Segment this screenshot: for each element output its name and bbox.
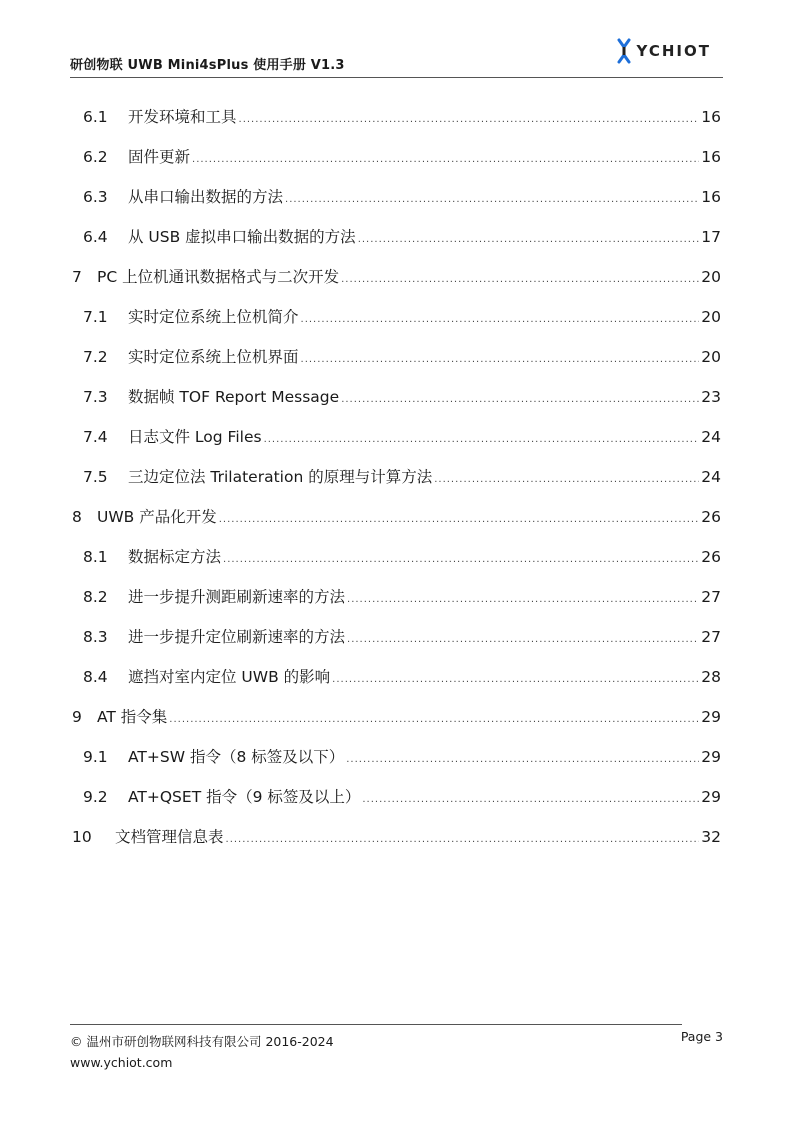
toc-entry-page: 28 [701, 668, 721, 686]
copyright-text: © 温州市研创物联网科技有限公司 2016-2024 [70, 1034, 334, 1049]
toc-entry-title: 实时定位系统上位机界面 [128, 348, 299, 366]
toc-entry-title: 文档管理信息表 [115, 828, 224, 846]
toc-dot-leader [223, 540, 699, 580]
toc-entry-page: 27 [701, 588, 721, 606]
toc-entry-number: 6.2 [83, 148, 108, 166]
toc-entry-title: AT+SW 指令（8 标签及以下） [128, 748, 345, 766]
page-footer [70, 1024, 723, 1084]
toc-entry-title: 固件更新 [128, 148, 191, 166]
toc-entry-number: 7.4 [83, 428, 108, 446]
footer-divider [70, 1024, 682, 1025]
header-divider [70, 77, 723, 78]
toc-entry-number: 9.2 [83, 788, 108, 806]
toc-entry-title: AT+QSET 指令（9 标签及以上） [128, 788, 361, 806]
toc-entry-page: 23 [701, 388, 721, 406]
toc-entry-number: 7.3 [83, 388, 108, 406]
toc-entry-page: 20 [701, 308, 721, 326]
toc-entry-page: 29 [701, 708, 721, 726]
toc-entry-number: 7.5 [83, 468, 108, 486]
toc-entry-number: 6.1 [83, 108, 108, 126]
page-number: Page 3 [680, 1029, 723, 1044]
toc-entry-page: 32 [701, 828, 721, 846]
toc-entry[interactable] [70, 657, 721, 697]
toc-entry[interactable] [70, 777, 721, 817]
toc-entry-number: 9 [72, 708, 82, 726]
toc-entry-page: 27 [701, 628, 721, 646]
toc-dot-leader [341, 260, 699, 300]
toc-entry-title: 实时定位系统上位机简介 [128, 308, 299, 326]
toc-entry-number: 8.4 [83, 668, 108, 686]
logo-text: YCHIOT [636, 42, 711, 60]
toc-entry[interactable] [70, 497, 721, 537]
toc-dot-leader [285, 180, 699, 220]
toc-entry-title: 三边定位法 Trilateration 的原理与计算方法 [128, 468, 433, 486]
toc-dot-leader [169, 700, 699, 740]
toc-entry[interactable] [70, 97, 721, 137]
toc-entry-number: 7.2 [83, 348, 108, 366]
company-logo [617, 38, 711, 64]
toc-entry[interactable] [70, 337, 721, 377]
toc-entry-title: 数据标定方法 [128, 548, 222, 566]
toc-entry-page: 26 [701, 548, 721, 566]
toc-entry-number: 7 [72, 268, 82, 286]
document-title: 研创物联 UWB Mini4sPlus 使用手册 V1.3 [70, 58, 345, 73]
toc-entry-number: 8.2 [83, 588, 108, 606]
toc-entry[interactable] [70, 457, 721, 497]
toc-dot-leader [358, 220, 700, 260]
toc-entry-title: 遮挡对室内定位 UWB 的影响 [128, 668, 331, 686]
toc-dot-leader [226, 820, 700, 860]
page-header [70, 30, 723, 78]
toc-entry-title: 数据帧 TOF Report Message [128, 388, 340, 406]
toc-dot-leader [219, 500, 700, 540]
toc-entry-page: 17 [701, 228, 721, 246]
toc-entry-page: 24 [701, 428, 721, 446]
toc-dot-leader [347, 580, 699, 620]
toc-dot-leader [192, 140, 699, 180]
toc-entry[interactable] [70, 617, 721, 657]
toc-dot-leader [301, 340, 700, 380]
toc-dot-leader [346, 740, 699, 780]
toc-entry-title: 从 USB 虚拟串口输出数据的方法 [128, 228, 356, 246]
toc-entry-page: 29 [701, 788, 721, 806]
toc-entry-number: 8 [72, 508, 82, 526]
toc-dot-leader [332, 660, 699, 700]
toc-dot-leader [341, 380, 699, 420]
toc-entry[interactable] [70, 177, 721, 217]
toc-entry-page: 20 [701, 348, 721, 366]
toc-entry-number: 10 [72, 828, 92, 846]
toc-entry-number: 7.1 [83, 308, 108, 326]
toc-dot-leader [301, 300, 700, 340]
toc-entry-page: 26 [701, 508, 721, 526]
toc-entry[interactable] [70, 217, 721, 257]
toc-entry-title: 开发环境和工具 [128, 108, 237, 126]
table-of-contents [70, 97, 721, 857]
toc-entry[interactable] [70, 737, 721, 777]
toc-entry-page: 16 [701, 108, 721, 126]
toc-entry-title: UWB 产品化开发 [97, 508, 217, 526]
toc-entry-title: 进一步提升定位刷新速率的方法 [128, 628, 346, 646]
toc-entry-page: 20 [701, 268, 721, 286]
ychiot-logo-icon [617, 38, 631, 64]
toc-entry[interactable] [70, 377, 721, 417]
toc-entry-number: 6.4 [83, 228, 108, 246]
toc-entry[interactable] [70, 697, 721, 737]
toc-entry-title: AT 指令集 [97, 708, 168, 726]
toc-entry[interactable] [70, 817, 721, 857]
toc-entry[interactable] [70, 257, 721, 297]
toc-entry-page: 24 [701, 468, 721, 486]
toc-entry-page: 16 [701, 148, 721, 166]
toc-entry[interactable] [70, 577, 721, 617]
toc-dot-leader [264, 420, 700, 460]
toc-entry-number: 9.1 [83, 748, 108, 766]
toc-entry-page: 16 [701, 188, 721, 206]
toc-entry-page: 29 [701, 748, 721, 766]
website-link[interactable]: www.ychiot.com [70, 1055, 173, 1070]
toc-dot-leader [239, 100, 700, 140]
toc-entry-number: 8.3 [83, 628, 108, 646]
toc-entry-title: 从串口输出数据的方法 [128, 188, 284, 206]
toc-entry-title: 进一步提升测距刷新速率的方法 [128, 588, 346, 606]
toc-dot-leader [362, 780, 699, 820]
toc-dot-leader [347, 620, 699, 660]
toc-entry-title: PC 上位机通讯数据格式与二次开发 [97, 268, 340, 286]
toc-entry-number: 8.1 [83, 548, 108, 566]
toc-entry[interactable] [70, 417, 721, 457]
toc-entry-number: 6.3 [83, 188, 108, 206]
toc-entry-title: 日志文件 Log Files [128, 428, 262, 446]
toc-entry[interactable] [70, 297, 721, 337]
toc-entry[interactable] [70, 137, 721, 177]
toc-entry[interactable] [70, 537, 721, 577]
toc-dot-leader [434, 460, 699, 500]
